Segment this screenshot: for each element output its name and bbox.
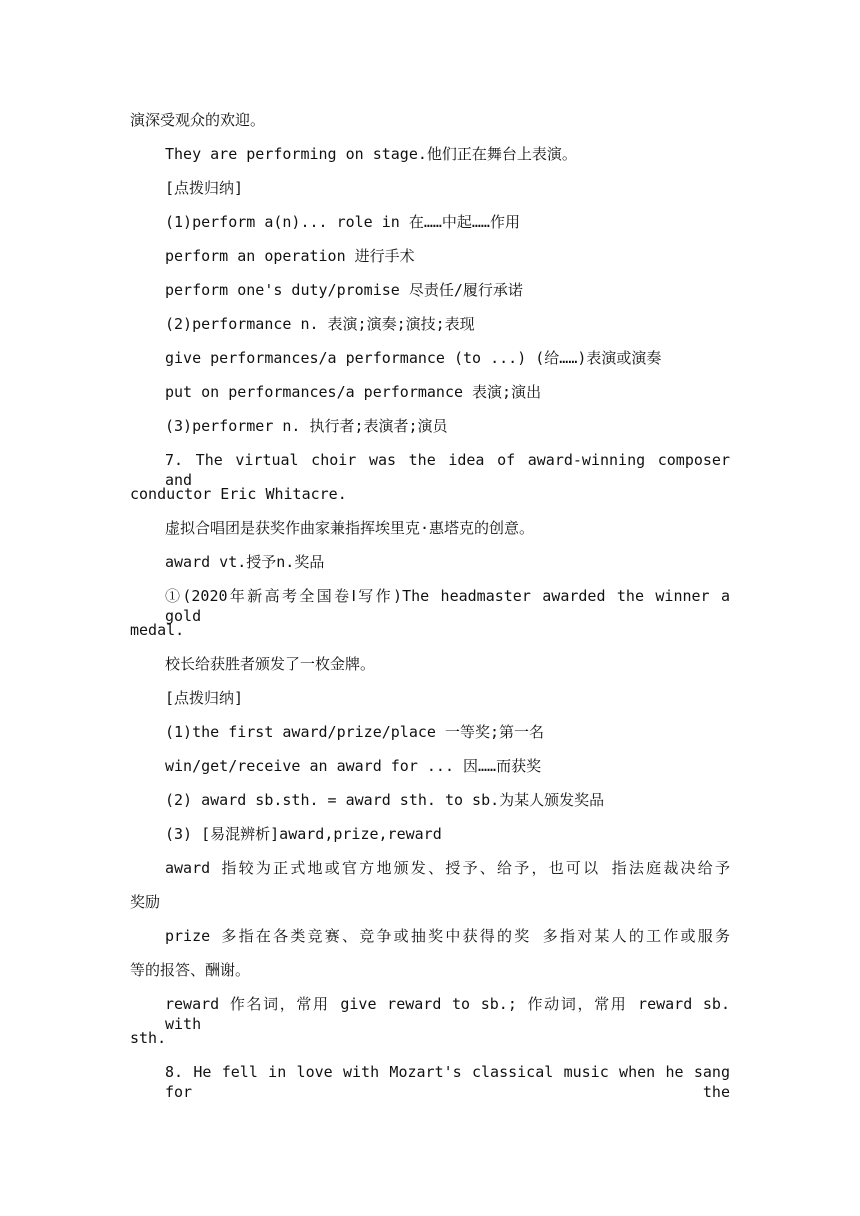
text-line: 演深受观众的欢迎。 [130, 111, 266, 129]
text-line: put on performances/a performance 表演;演出 [165, 383, 542, 401]
example-sentence: ①(2020年新高考全国卷Ⅰ写作)The headmaster awarded the winner a gold [165, 587, 730, 625]
text-line: give performances/a performance (to ...) (给……)表演或演奏 [165, 349, 662, 367]
text-line: medal. [130, 621, 185, 639]
text-line: 奖励 [130, 893, 161, 911]
text-line: (2)performance n. 表演;演奏;演技;表现 [165, 315, 475, 333]
text-line: perform one's duty/promise 尽责任/履行承诺 [165, 281, 523, 299]
text-line: 虚拟合唱团是获奖作曲家兼指挥埃里克·惠塔克的创意。 [165, 519, 535, 537]
text-line: conductor Eric Whitacre. [130, 485, 347, 503]
text-line: (1)the first award/prize/place 一等奖;第一名 [165, 723, 544, 741]
section-heading: [点拨归纳] [165, 689, 244, 707]
text-line: perform an operation 进行手术 [165, 247, 415, 265]
text-line: prize 多指在各类竞赛、竞争或抽奖中获得的奖 多指对某人的工作或服务 [165, 927, 730, 945]
text-line: (2) award sb.sth. = award sth. to sb.为某人颁发奖品 [165, 791, 605, 809]
text-line: (3)performer n. 执行者;表演者;演员 [165, 417, 448, 435]
section-heading: [点拨归纳] [165, 179, 244, 197]
text-line: They are performing on stage.他们正在舞台上表演。 [165, 145, 577, 163]
text-line: sth. [130, 1029, 167, 1047]
text-line: (3) [易混辨析]award,prize,reward [165, 825, 442, 843]
item-7-sentence: 7. The virtual choir was the idea of award-winning composer and [165, 451, 730, 489]
text-line: (1)perform a(n)... role in 在……中起……作用 [165, 213, 520, 231]
text-line: award vt.授予n.奖品 [165, 553, 325, 571]
text-line: reward 作名词，常用 give reward to sb.; 作动词，常用 reward sb. with [165, 995, 730, 1033]
item-8-sentence: 8. He fell in love with Mozart's classical music when he sang for the [165, 1063, 730, 1101]
text-line: 等的报答、酬谢。 [130, 961, 251, 979]
text-line: 校长给获胜者颁发了一枚金牌。 [165, 655, 376, 673]
text-line: win/get/receive an award for ... 因……而获奖 [165, 757, 542, 775]
text-line: award 指较为正式地或官方地颁发、授予、给予，也可以 指法庭裁决给予 [165, 859, 730, 877]
